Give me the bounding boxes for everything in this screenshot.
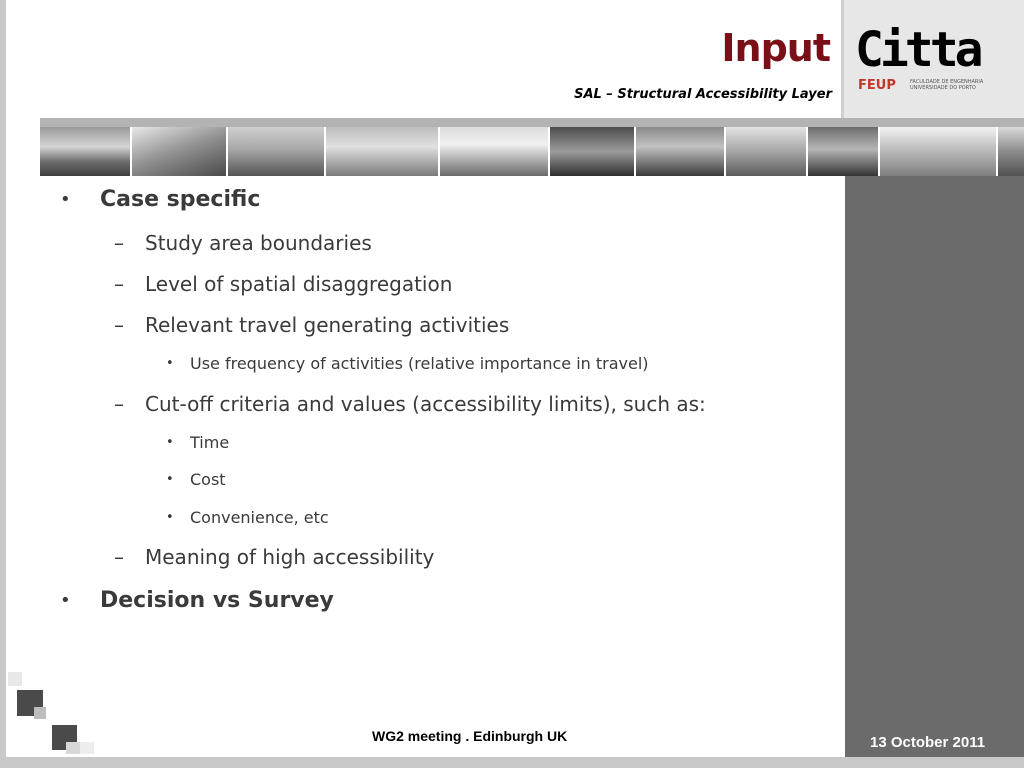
bottom-frame-border <box>0 757 1024 768</box>
bullet-marker: • <box>166 435 174 450</box>
photo-strip-top-line <box>40 118 1024 127</box>
logo-wordmark: Citta <box>855 22 980 78</box>
citta-feup-logo <box>855 22 1015 96</box>
bullet-marker: • <box>166 472 174 487</box>
photo-station-arches <box>880 127 998 176</box>
photo-traffic <box>550 127 636 176</box>
photo-strip <box>40 127 1024 176</box>
dash-marker: – <box>114 392 124 416</box>
bullet-travel-activities: Relevant travel generating activities <box>145 313 510 337</box>
bullet-marker: • <box>166 356 174 371</box>
bullet-use-frequency: Use frequency of activities (relative importance in travel) <box>190 354 649 373</box>
right-side-panel <box>845 176 1024 757</box>
footer-meeting: WG2 meeting . Edinburgh UK <box>372 728 568 744</box>
decorative-square <box>34 707 46 719</box>
bullet-case-specific: Case specific <box>100 187 261 212</box>
bullet-cutoff-criteria: Cut-off criteria and values (accessibility limits), such as: <box>145 392 706 416</box>
photo-bus <box>440 127 550 176</box>
logo-subtext-line-2: UNIVERSIDADE DO PORTO <box>910 85 976 91</box>
photo-train <box>726 127 808 176</box>
bullet-study-area: Study area boundaries <box>145 231 372 255</box>
bullet-decision-vs-survey: Decision vs Survey <box>100 588 334 613</box>
slide-title: Input <box>721 26 830 70</box>
dash-marker: – <box>114 231 124 255</box>
bullet-marker: • <box>166 510 174 525</box>
logo-feup: FEUP <box>858 78 896 93</box>
photo-street-crowd <box>636 127 726 176</box>
bullet-cost: Cost <box>190 470 226 489</box>
photo-tram <box>40 127 132 176</box>
dash-marker: – <box>114 272 124 296</box>
footer-date: 13 October 2011 <box>870 734 986 751</box>
dash-marker: – <box>114 313 124 337</box>
bullet-marker: • <box>60 189 71 210</box>
photo-platform-roof <box>998 127 1024 176</box>
bullet-marker: • <box>60 590 71 611</box>
slide-subtitle: SAL – Structural Accessibility Layer <box>574 87 832 102</box>
left-frame-border <box>0 0 6 768</box>
logo-subtext-line-1: FACULDADE DE ENGENHARIA <box>910 79 984 85</box>
dash-marker: – <box>114 545 124 569</box>
decorative-square <box>80 742 94 754</box>
photo-pedestrians <box>228 127 326 176</box>
bullet-convenience: Convenience, etc <box>190 508 329 527</box>
logo-subtext <box>910 79 1015 91</box>
bullet-spatial-disaggregation: Level of spatial disaggregation <box>145 272 453 296</box>
photo-station-canopy <box>132 127 228 176</box>
photo-parking <box>326 127 440 176</box>
bullet-time: Time <box>190 433 230 452</box>
decorative-square <box>8 672 22 686</box>
bullet-high-accessibility: Meaning of high accessibility <box>145 545 435 569</box>
photo-cars <box>808 127 880 176</box>
